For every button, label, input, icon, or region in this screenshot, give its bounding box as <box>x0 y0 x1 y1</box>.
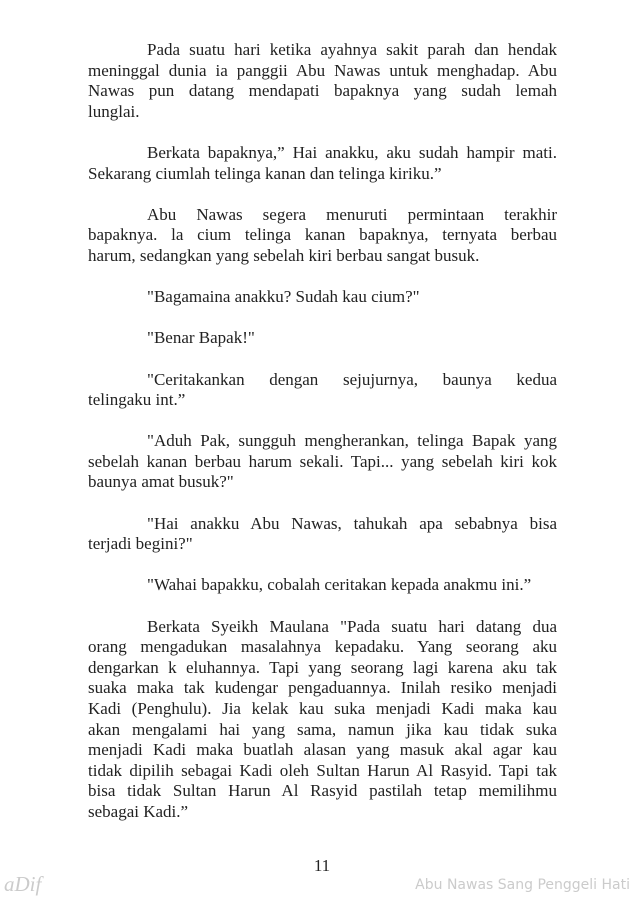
paragraph <box>88 575 557 596</box>
text-line: "Bagamaina anakku? Sudah kau cium?" <box>147 287 420 307</box>
text-line: Berkata Syeikh Maulana "Pada suatu hari datang dua <box>147 616 557 636</box>
text-line: akan mengalami hai yang sama, namun jika kau tidak suka <box>88 719 557 739</box>
text-line: "Ceritakankan dengan sejujurnya, baunya kedua <box>147 369 557 389</box>
paragraph <box>88 287 557 308</box>
text-line: Berkata bapaknya,” Hai anakku, aku sudah hampir mati. <box>147 142 557 162</box>
paragraph <box>88 431 557 493</box>
text-line: "Aduh Pak, sungguh mengherankan, telinga Bapak yang <box>147 431 557 451</box>
page-number: 11 <box>313 856 331 875</box>
text-line: bapaknya. la cium telinga kanan bapaknya, ternyata berbau <box>88 225 557 245</box>
text-line: sebagai Kadi.” <box>88 801 189 821</box>
footer-logo: aDif <box>4 872 42 896</box>
text-line: "Wahai bapakku, cobalah ceritakan kepada anakmu ini.” <box>147 575 532 595</box>
text-line: orang mengadukan masalahnya kepadaku. Yang seorang aku <box>88 637 557 657</box>
text-line: dengarkan k eluhannya. Tapi yang seorang lagi karena aku tak <box>88 657 557 677</box>
paragraph <box>88 514 557 555</box>
footer-book-title: Abu Nawas Sang Penggeli Hati <box>415 877 630 893</box>
text-line: meninggal dunia ia panggii Abu Nawas untuk menghadap. Abu <box>88 60 557 80</box>
text-line: lunglai. <box>88 101 140 121</box>
text-line: baunya amat busuk?" <box>88 472 234 492</box>
text-line: terjadi begini?" <box>88 534 193 554</box>
text-line: Pada suatu hari ketika ayahnya sakit parah dan hendak <box>147 40 557 59</box>
text-line: tidak dipilih sebagai Kadi oleh Sultan Harun Al Rasyid. Tapi tak <box>88 760 557 780</box>
paragraph <box>88 205 557 267</box>
text-body <box>88 40 557 843</box>
text-line: Sekarang ciumlah telinga kanan dan telinga kiriku.” <box>88 163 442 183</box>
text-line: harum, sedangkan yang sebelah kiri berbau sangat busuk. <box>88 245 480 265</box>
text-line: "Hai anakku Abu Nawas, tahukah apa sebabnya bisa <box>147 513 557 533</box>
paragraph <box>88 370 557 411</box>
text-line: Abu Nawas segera menuruti permintaan terakhir <box>147 204 557 224</box>
text-line: menjadi Kadi maka buatlah alasan yang masuk akal agar kau <box>88 740 557 760</box>
text-line: Nawas pun datang mendapati bapaknya yang sudah lemah <box>88 81 557 101</box>
paragraph <box>88 617 557 823</box>
paragraph <box>88 143 557 184</box>
paragraph <box>88 328 557 349</box>
text-line: Kadi (Penghulu). Jia kelak kau suka menjadi Kadi maka kau <box>88 699 557 718</box>
text-line: telingaku int.” <box>88 390 186 410</box>
paragraph <box>88 40 557 122</box>
text-line: bisa tidak Sultan Harun Al Rasyid pastilah tetap memilihmu <box>88 781 557 801</box>
text-line: sebelah kanan berbau harum sekali. Tapi... yang sebelah kiri kok <box>88 451 557 471</box>
text-line: "Benar Bapak!" <box>147 328 255 348</box>
text-line: suaka maka tak kudengar pengaduannya. Inilah resiko menjadi <box>88 678 557 698</box>
